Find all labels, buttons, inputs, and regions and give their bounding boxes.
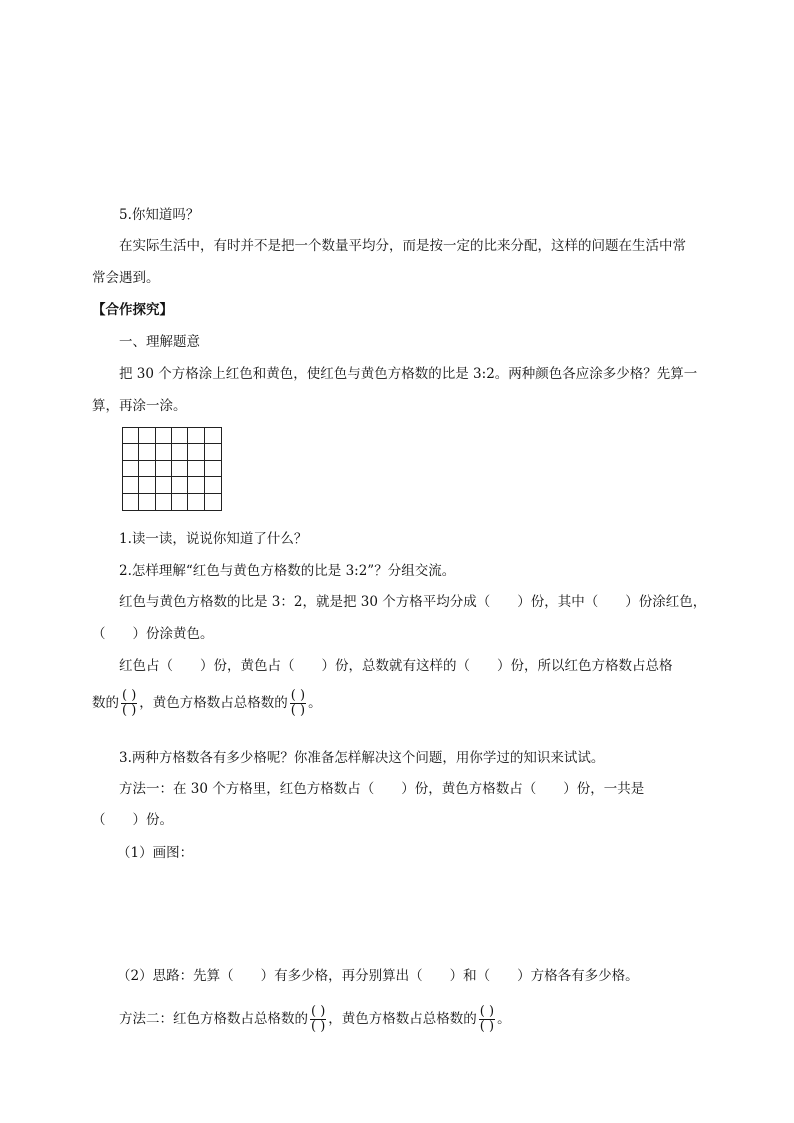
grid-cell xyxy=(123,428,139,444)
grid-cell xyxy=(156,461,172,477)
grid-cell xyxy=(156,494,172,510)
knowledge-title: 5.你知道吗？ xyxy=(119,207,200,223)
text-fragment: 。 xyxy=(308,695,322,711)
question-1: 1.读一读，说说你知道了什么？ xyxy=(119,531,308,547)
grid-cell xyxy=(205,461,221,477)
grid-cell xyxy=(156,477,172,493)
grid-cell xyxy=(139,461,155,477)
question-2-line2: （ ）份涂黄色。 xyxy=(92,626,214,642)
grid-cell xyxy=(172,477,188,493)
grid-cell xyxy=(139,444,155,460)
grid-cell xyxy=(123,461,139,477)
fraction-blank-red xyxy=(309,1005,327,1034)
grid-cell xyxy=(172,444,188,460)
sub-header: 一、理解题意 xyxy=(119,334,200,350)
grid-cell xyxy=(123,444,139,460)
grid-cell xyxy=(123,494,139,510)
grid-cell xyxy=(139,494,155,510)
grid-cell xyxy=(188,428,204,444)
question-2-line4 xyxy=(92,688,322,718)
grid-cell xyxy=(172,461,188,477)
knowledge-text-line1: 在实际生活中，有时并不是把一个数量平均分，而是按一定的比来分配，这样的问题在生活中常 xyxy=(119,238,686,254)
text-fragment: 。 xyxy=(497,1011,511,1027)
grid-cell xyxy=(139,477,155,493)
grid-cell xyxy=(123,477,139,493)
fraction-denominator: ( ) xyxy=(122,703,137,718)
grid-cell xyxy=(205,477,221,493)
question-3: 3.两种方格数各有多少格呢？你准备怎样解决这个问题，用你学过的知识来试试。 xyxy=(119,750,605,766)
method-1-line1: 方法一：在 30 个方格里，红色方格数占（ ）份，黄色方格数占（ ）份，一共是 xyxy=(119,781,645,797)
fraction-denominator: ( ) xyxy=(290,703,306,718)
grid-cell xyxy=(205,444,221,460)
question-2-line3: 红色占（ ）份，黄色占（ ）份，总数就有这样的（ ）份，所以红色方格数占总格 xyxy=(119,658,673,674)
method-1-line2: （ ）份。 xyxy=(92,812,173,828)
text-fragment: 方法二：红色方格数占总格数的 xyxy=(119,1011,308,1027)
method-1-thinking: （2）思路：先算（ ）有多少格，再分别算出（ ）和（ ）方格各有多少格。 xyxy=(117,968,639,984)
text-fragment: ，黄色方格数占总格数的 xyxy=(139,695,288,711)
fraction-numerator: ( ) xyxy=(122,688,137,703)
grid-cell xyxy=(156,444,172,460)
knowledge-text-line2: 常会遇到。 xyxy=(92,270,160,286)
text-fragment: ，黄色方格数占总格数的 xyxy=(328,1011,477,1027)
text-fragment: 数的 xyxy=(92,695,119,711)
grid-cell xyxy=(172,428,188,444)
method-1-drawing-label: （1）画图： xyxy=(117,845,194,861)
fraction-blank-yellow xyxy=(289,689,307,718)
fraction-denominator: ( ) xyxy=(479,1019,495,1034)
problem-line1: 把 30 个方格涂上红色和黄色，使红色与黄色方格数的比是 3:2。两种颜色各应涂多少格？先算一 xyxy=(119,366,698,382)
grid-cell xyxy=(139,428,155,444)
question-2-line1: 红色与黄色方格数的比是 3：2，就是把 30 个方格平均分成（ ）份，其中（ ）份涂红色， xyxy=(119,594,707,610)
fraction-numerator: ( ) xyxy=(290,688,306,703)
fraction-numerator: ( ) xyxy=(479,1004,495,1019)
question-2: 2.怎样理解“红色与黄色方格数的比是 3:2”？分组交流。 xyxy=(119,563,456,579)
grid-cell xyxy=(172,494,188,510)
method-2 xyxy=(119,1004,511,1034)
fraction-numerator: ( ) xyxy=(311,1004,326,1019)
grid-cell xyxy=(188,494,204,510)
square-grid xyxy=(122,427,222,511)
grid-cell xyxy=(205,494,221,510)
fraction-denominator: ( ) xyxy=(311,1019,326,1034)
grid-cell xyxy=(156,428,172,444)
grid-cell xyxy=(188,477,204,493)
fraction-blank-red xyxy=(120,689,138,718)
grid-cell xyxy=(188,461,204,477)
section-header: 【合作探究】 xyxy=(92,302,173,318)
problem-line2: 算，再涂一涂。 xyxy=(92,398,187,414)
grid-cell xyxy=(188,444,204,460)
fraction-blank-yellow xyxy=(478,1005,496,1034)
grid-cell xyxy=(205,428,221,444)
